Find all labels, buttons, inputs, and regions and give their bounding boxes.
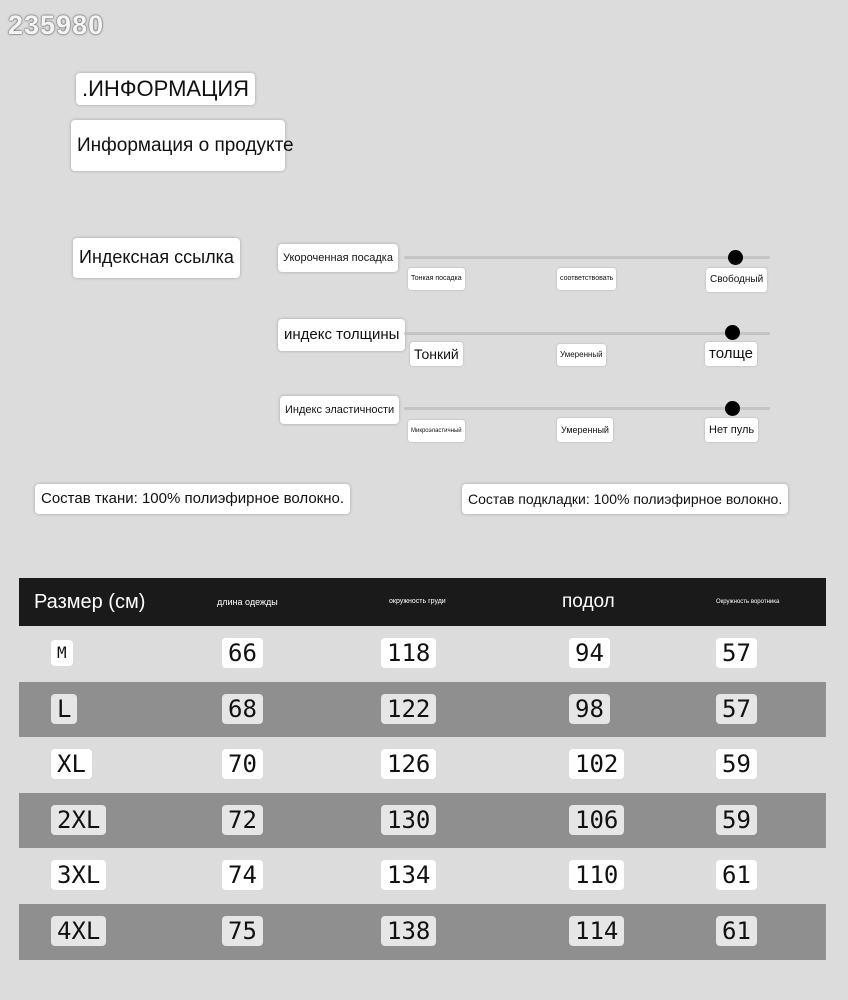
- table-row: [19, 682, 826, 738]
- measure-cell: 134: [381, 860, 436, 890]
- measure-cell: 130: [381, 805, 436, 835]
- slider-elasticity-left: Микроэластичный: [408, 420, 465, 442]
- measure-cell: 70: [222, 749, 263, 779]
- header-collar: Окружность воротника: [716, 599, 780, 605]
- lining-composition: Состав подкладки: 100% полиэфирное волокно.: [462, 484, 788, 514]
- size-cell: 4XL: [51, 916, 106, 946]
- table-row: [19, 848, 826, 904]
- size-cell: L: [51, 694, 77, 724]
- slider-thickness-left: Тонкий: [410, 342, 463, 366]
- size-cell: M: [51, 640, 73, 666]
- header-size: Размер (см): [34, 591, 146, 613]
- measure-cell: 57: [716, 694, 757, 724]
- measure-cell: 126: [381, 749, 436, 779]
- measure-cell: 68: [222, 694, 263, 724]
- header-length: длина одежды: [217, 597, 278, 607]
- slider-knob-fit: [728, 250, 743, 265]
- table-row: [19, 626, 826, 682]
- measure-cell: 61: [716, 860, 757, 890]
- slider-knob-elasticity: [725, 401, 740, 416]
- slider-track-elasticity: [404, 407, 770, 410]
- measure-cell: 61: [716, 916, 757, 946]
- measure-cell: 102: [569, 749, 624, 779]
- size-cell: 3XL: [51, 860, 106, 890]
- measure-cell: 94: [569, 638, 610, 668]
- measure-cell: 74: [222, 860, 263, 890]
- slider-thickness-right: толще: [705, 342, 757, 366]
- slider-name-thickness: индекс толщины: [278, 319, 405, 351]
- header-hem: подол: [562, 591, 615, 612]
- measure-cell: 138: [381, 916, 436, 946]
- slider-thickness-mid: Умеренный: [557, 344, 606, 366]
- slider-fit-mid: соответствовать: [557, 268, 616, 290]
- measure-cell: 57: [716, 638, 757, 668]
- slider-name-fit: Укороченная посадка: [278, 244, 398, 272]
- table-row: [19, 904, 826, 960]
- slider-elasticity-mid: Умеренный: [557, 418, 613, 442]
- product-info-label: Информация о продукте: [71, 120, 285, 171]
- size-cell: 2XL: [51, 805, 106, 835]
- measure-cell: 72: [222, 805, 263, 835]
- measure-cell: 59: [716, 805, 757, 835]
- measure-cell: 118: [381, 638, 436, 668]
- slider-name-elasticity: Индекс эластичности: [280, 396, 399, 424]
- measure-cell: 114: [569, 916, 624, 946]
- section-title: .ИНФОРМАЦИЯ: [76, 73, 255, 105]
- slider-fit-right: Свободный: [706, 268, 767, 292]
- size-cell: XL: [51, 749, 92, 779]
- size-table: [19, 578, 826, 960]
- measure-cell: 98: [569, 694, 610, 724]
- watermark: 235980: [8, 10, 105, 40]
- size-table-header: [19, 578, 826, 626]
- header-chest: окружность груди: [389, 598, 446, 605]
- fabric-composition: Состав ткани: 100% полиэфирное волокно.: [35, 484, 350, 514]
- slider-elasticity-right: Нет пуль: [705, 418, 758, 442]
- slider-track-fit: [404, 256, 770, 259]
- measure-cell: 66: [222, 638, 263, 668]
- table-row: [19, 793, 826, 849]
- measure-cell: 110: [569, 860, 624, 890]
- measure-cell: 122: [381, 694, 436, 724]
- table-row: [19, 737, 826, 793]
- index-reference-label: Индексная ссылка: [73, 238, 240, 278]
- measure-cell: 75: [222, 916, 263, 946]
- slider-track-thickness: [404, 332, 770, 335]
- slider-knob-thickness: [725, 325, 740, 340]
- measure-cell: 106: [569, 805, 624, 835]
- slider-fit-left: Тонкая посадка: [408, 268, 465, 290]
- measure-cell: 59: [716, 749, 757, 779]
